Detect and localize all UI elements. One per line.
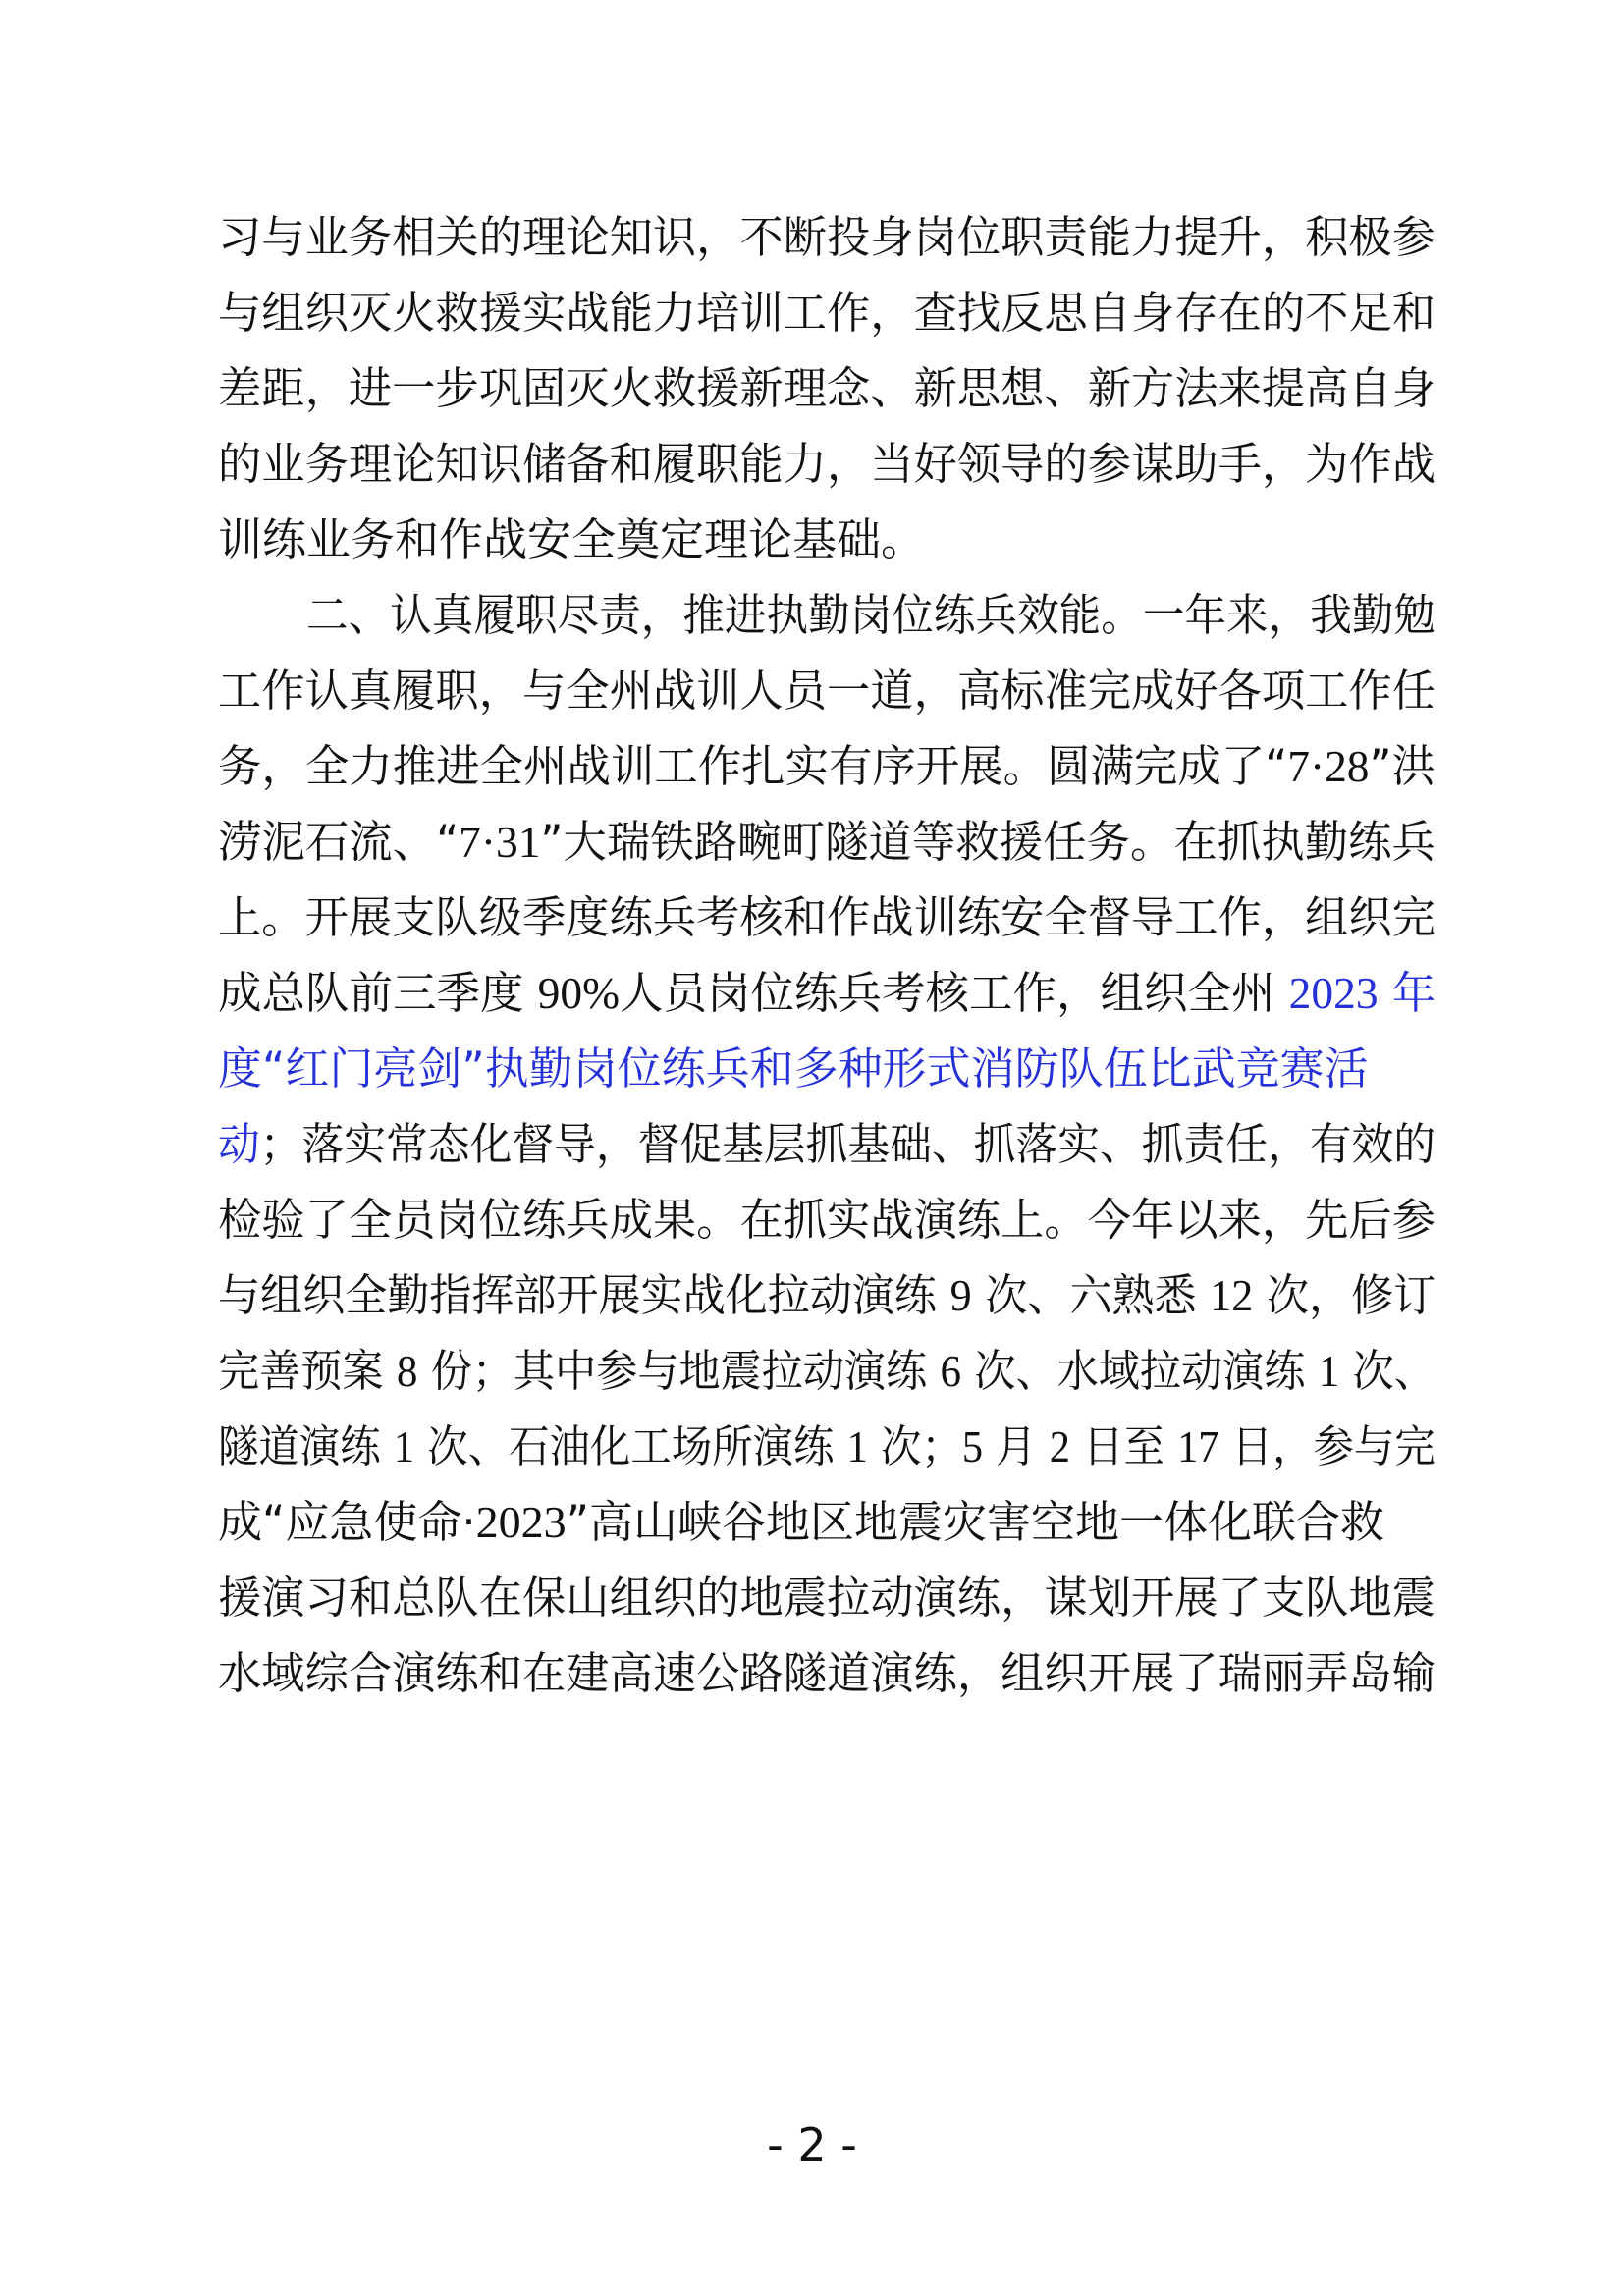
- text-span: 次、: [1339, 1345, 1435, 1397]
- number-span: 9: [949, 1270, 972, 1320]
- highlighted-number-span: 2023: [1288, 968, 1379, 1018]
- number-span: 7·28: [1287, 741, 1370, 791]
- page-number: - 2 -: [767, 2118, 857, 2171]
- text-span: 检验了全员岗位练兵成果。在抓实战演练上。今年以来，先后参: [218, 1194, 1436, 1246]
- text-span: 份；其中参与地震拉动演练: [417, 1345, 941, 1397]
- highlighted-text-span: 度“红门亮剑”执勤岗位练兵和多种形式消防队伍比武竞赛活: [218, 1042, 1369, 1095]
- number-span: 2: [1049, 1421, 1070, 1471]
- text-span: 的业务理论知识储备和履职能力，当好领导的参谋助手，为作战: [218, 438, 1436, 490]
- number-span: 90%: [537, 968, 621, 1018]
- text-span: ”大瑞铁路畹町隧道等救援任务。在抓执勤练兵: [540, 816, 1435, 868]
- number-span: 17: [1177, 1421, 1219, 1471]
- text-span: 完善预案: [218, 1345, 397, 1397]
- text-span: 训练业务和作战安全奠定理论基础。: [218, 513, 926, 565]
- text-span: 与组织全勤指挥部开展实战化拉动演练: [218, 1269, 950, 1321]
- highlighted-text-span: 年: [1378, 967, 1436, 1019]
- text-span: 人员岗位练兵考核工作，组织全州: [620, 967, 1289, 1019]
- text-span: 隧道演练: [218, 1420, 394, 1472]
- text-span: 水域综合演练和在建高速公路隧道演练，组织开展了瑞丽弄岛输: [218, 1647, 1436, 1699]
- number-span: 1: [393, 1421, 415, 1471]
- text-span: 工作认真履职，与全州战训人员一道，高标准完成好各项工作任: [218, 665, 1436, 717]
- text-span: 成总队前三季度: [218, 967, 538, 1019]
- text-span: ”高山峡谷地区地震灾害空地一体化联合救: [566, 1496, 1384, 1548]
- text-span: 二、认真履职尽责，推进执勤岗位练兵效能。一年来，我勤勉: [306, 589, 1436, 641]
- text-span: ；落实常态化督导，督促基层抓基础、抓落实、抓责任，有效的: [259, 1118, 1436, 1170]
- text-span: 与组织灭火救援实战能力培训工作，查找反思自身存在的不足和: [218, 287, 1436, 339]
- number-span: 1: [846, 1421, 868, 1471]
- text-line: [218, 1629, 1436, 1718]
- text-span: 日至: [1069, 1420, 1178, 1472]
- text-span: 次，修订: [1253, 1269, 1436, 1321]
- text-span: ”洪: [1369, 740, 1435, 792]
- text-span: 次、石油化工场所演练: [414, 1420, 847, 1472]
- number-span: 8: [396, 1346, 418, 1396]
- number-span: 7·31: [459, 817, 541, 867]
- text-span: 涝泥石流、“: [218, 816, 460, 868]
- text-span: 援演习和总队在保山组织的地震拉动演练，谋划开展了支队地震: [218, 1572, 1436, 1624]
- text-span: 成“应急使命·: [218, 1496, 476, 1548]
- number-span: 12: [1210, 1270, 1254, 1320]
- text-span: 次、水域拉动演练: [961, 1345, 1319, 1397]
- text-span: 次；: [867, 1420, 962, 1472]
- number-span: 1: [1318, 1346, 1340, 1396]
- text-span: 务，全力推进全州战训工作扎实有序开展。圆满完成了“: [218, 740, 1288, 792]
- text-span: 差距，进一步巩固灭火救援新理念、新思想、新方法来提高自身: [218, 362, 1436, 414]
- text-span: 习与业务相关的理论知识，不断投身岗位职责能力提升，积极参: [218, 211, 1436, 263]
- text-span: 上。开展支队级季度练兵考核和作战训练安全督导工作，组织完: [218, 891, 1436, 943]
- highlighted-text-span: 动: [218, 1118, 260, 1170]
- text-span: 日，参与完: [1218, 1420, 1435, 1472]
- number-span: 5: [961, 1421, 984, 1471]
- text-span: 次、六熟悉: [971, 1269, 1211, 1321]
- number-span: 2023: [475, 1497, 567, 1547]
- text-span: 月: [983, 1420, 1050, 1472]
- number-span: 6: [940, 1346, 962, 1396]
